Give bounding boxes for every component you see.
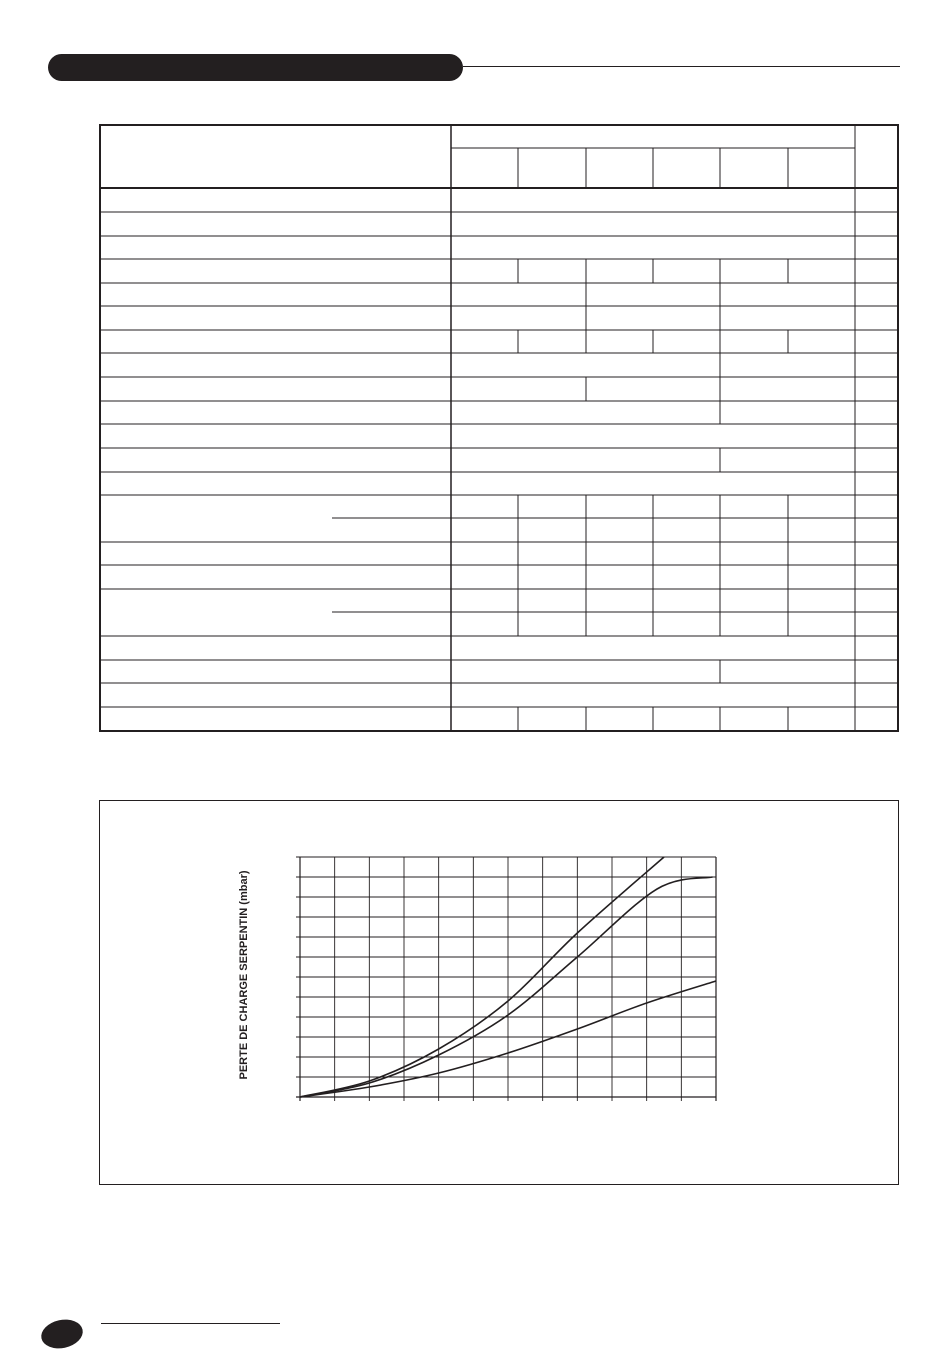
spec-table: [99, 124, 899, 732]
header-rule: [463, 66, 900, 67]
y-axis-label: PERTE DE CHARGE SERPENTIN (mbar): [238, 870, 250, 1080]
chart-frame: [99, 800, 899, 1185]
section-header-bar: [48, 54, 463, 81]
chart-grid: [296, 857, 716, 1101]
series-line-2: [300, 877, 713, 1097]
pressure-loss-chart: [100, 801, 898, 1184]
footer-rule: [101, 1323, 280, 1324]
page-number-badge: [39, 1316, 86, 1352]
